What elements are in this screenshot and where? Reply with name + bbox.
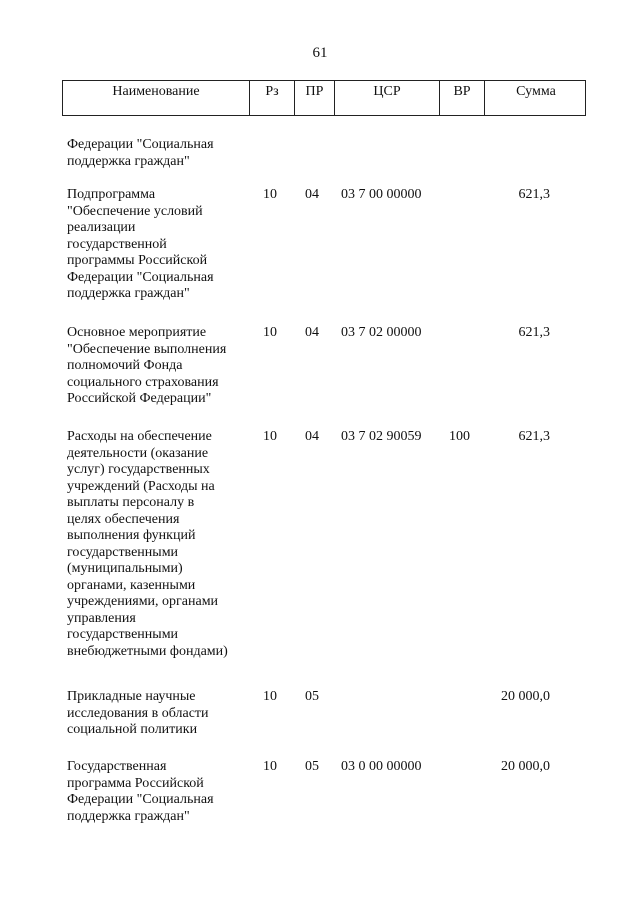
row-name [67, 325, 257, 408]
row-name-line: Федерации "Социальная [67, 269, 214, 285]
row-name [67, 759, 257, 825]
row-rz: 10 [263, 187, 277, 202]
row-pr: 04 [305, 325, 319, 340]
row-name [67, 429, 257, 660]
header-vr: ВР [440, 81, 485, 115]
row-name-line: исследования в области [67, 705, 209, 721]
row-sum: 621,3 [518, 429, 550, 444]
row-csr: 03 7 02 90059 [341, 429, 422, 444]
row-name-line: деятельности (оказание [67, 445, 209, 461]
table-header [62, 80, 586, 116]
row-rz: 10 [263, 759, 277, 774]
row-name-line: реализации [67, 220, 136, 235]
row-sum: 621,3 [518, 187, 550, 202]
header-name: Наименование [63, 81, 250, 115]
row-name-line: Государственная [67, 759, 167, 774]
row-name-line: государственной [67, 236, 167, 252]
row-name-line: государственными [67, 544, 179, 560]
row-name-line: учреждениями, органами [67, 594, 219, 609]
row-name-line: (муниципальными) [67, 561, 183, 576]
row-pr: 05 [305, 689, 319, 704]
row-name-line: внебюджетными фондами) [67, 643, 228, 659]
row-name-line: "Обеспечение выполнения [67, 341, 227, 357]
row-name-line: Российской Федерации" [67, 391, 212, 406]
row-name-line: Федерации "Социальная [67, 792, 214, 807]
header-rz: Рз [250, 81, 295, 115]
row-name-line: учреждений (Расходы на [67, 478, 215, 494]
row-name [67, 689, 257, 739]
row-name-line: программа Российской [67, 775, 204, 791]
row-name-line: поддержка граждан" [67, 808, 190, 824]
row-name-line: Федерации "Социальная [67, 137, 214, 152]
row-csr: 03 7 00 00000 [341, 187, 422, 202]
row-name-line: Основное мероприятие [67, 325, 207, 340]
row-name-line: социального страхования [67, 374, 219, 390]
header-sum: Сумма [516, 84, 556, 99]
row-name-line: органами, казенными [67, 577, 196, 593]
row-pr: 04 [305, 187, 319, 202]
row-name-line: "Обеспечение условий [67, 203, 203, 219]
row-name-line: полномочий Фонда [67, 358, 183, 373]
row-name-line: Подпрограмма [67, 187, 156, 202]
row-name-line: поддержка граждан" [67, 153, 190, 169]
row-csr: 03 7 02 00000 [341, 325, 422, 340]
row-name-line: программы Российской [67, 253, 208, 268]
row-name-line: услуг) государственных [67, 462, 210, 477]
row-vr: 100 [449, 429, 470, 444]
row-pr: 05 [305, 759, 319, 774]
row-name [67, 137, 257, 170]
row-name-line: целях обеспечения [67, 511, 180, 527]
page-number: 61 [312, 45, 328, 61]
row-name-line: выполнения функций [67, 528, 196, 543]
row-sum: 20 000,0 [501, 689, 550, 704]
row-name [67, 187, 257, 303]
row-rz: 10 [263, 325, 277, 340]
row-name-line: государственными [67, 627, 179, 642]
row-sum: 621,3 [518, 325, 550, 340]
header-pr: ПР [295, 81, 335, 115]
row-name-line: Прикладные научные [67, 689, 196, 704]
row-rz: 10 [263, 429, 277, 444]
row-pr: 04 [305, 429, 319, 444]
row-name-line: Расходы на обеспечение [67, 429, 212, 444]
row-sum: 20 000,0 [501, 759, 550, 774]
row-name-line: поддержка граждан" [67, 286, 190, 301]
row-name-line: выплаты персоналу в [67, 495, 195, 510]
row-rz: 10 [263, 689, 277, 704]
row-csr: 03 0 00 00000 [341, 759, 422, 774]
row-name-line: социальной политики [67, 722, 198, 737]
row-name-line: управления [67, 610, 136, 626]
header-csr: ЦСР [335, 81, 440, 115]
